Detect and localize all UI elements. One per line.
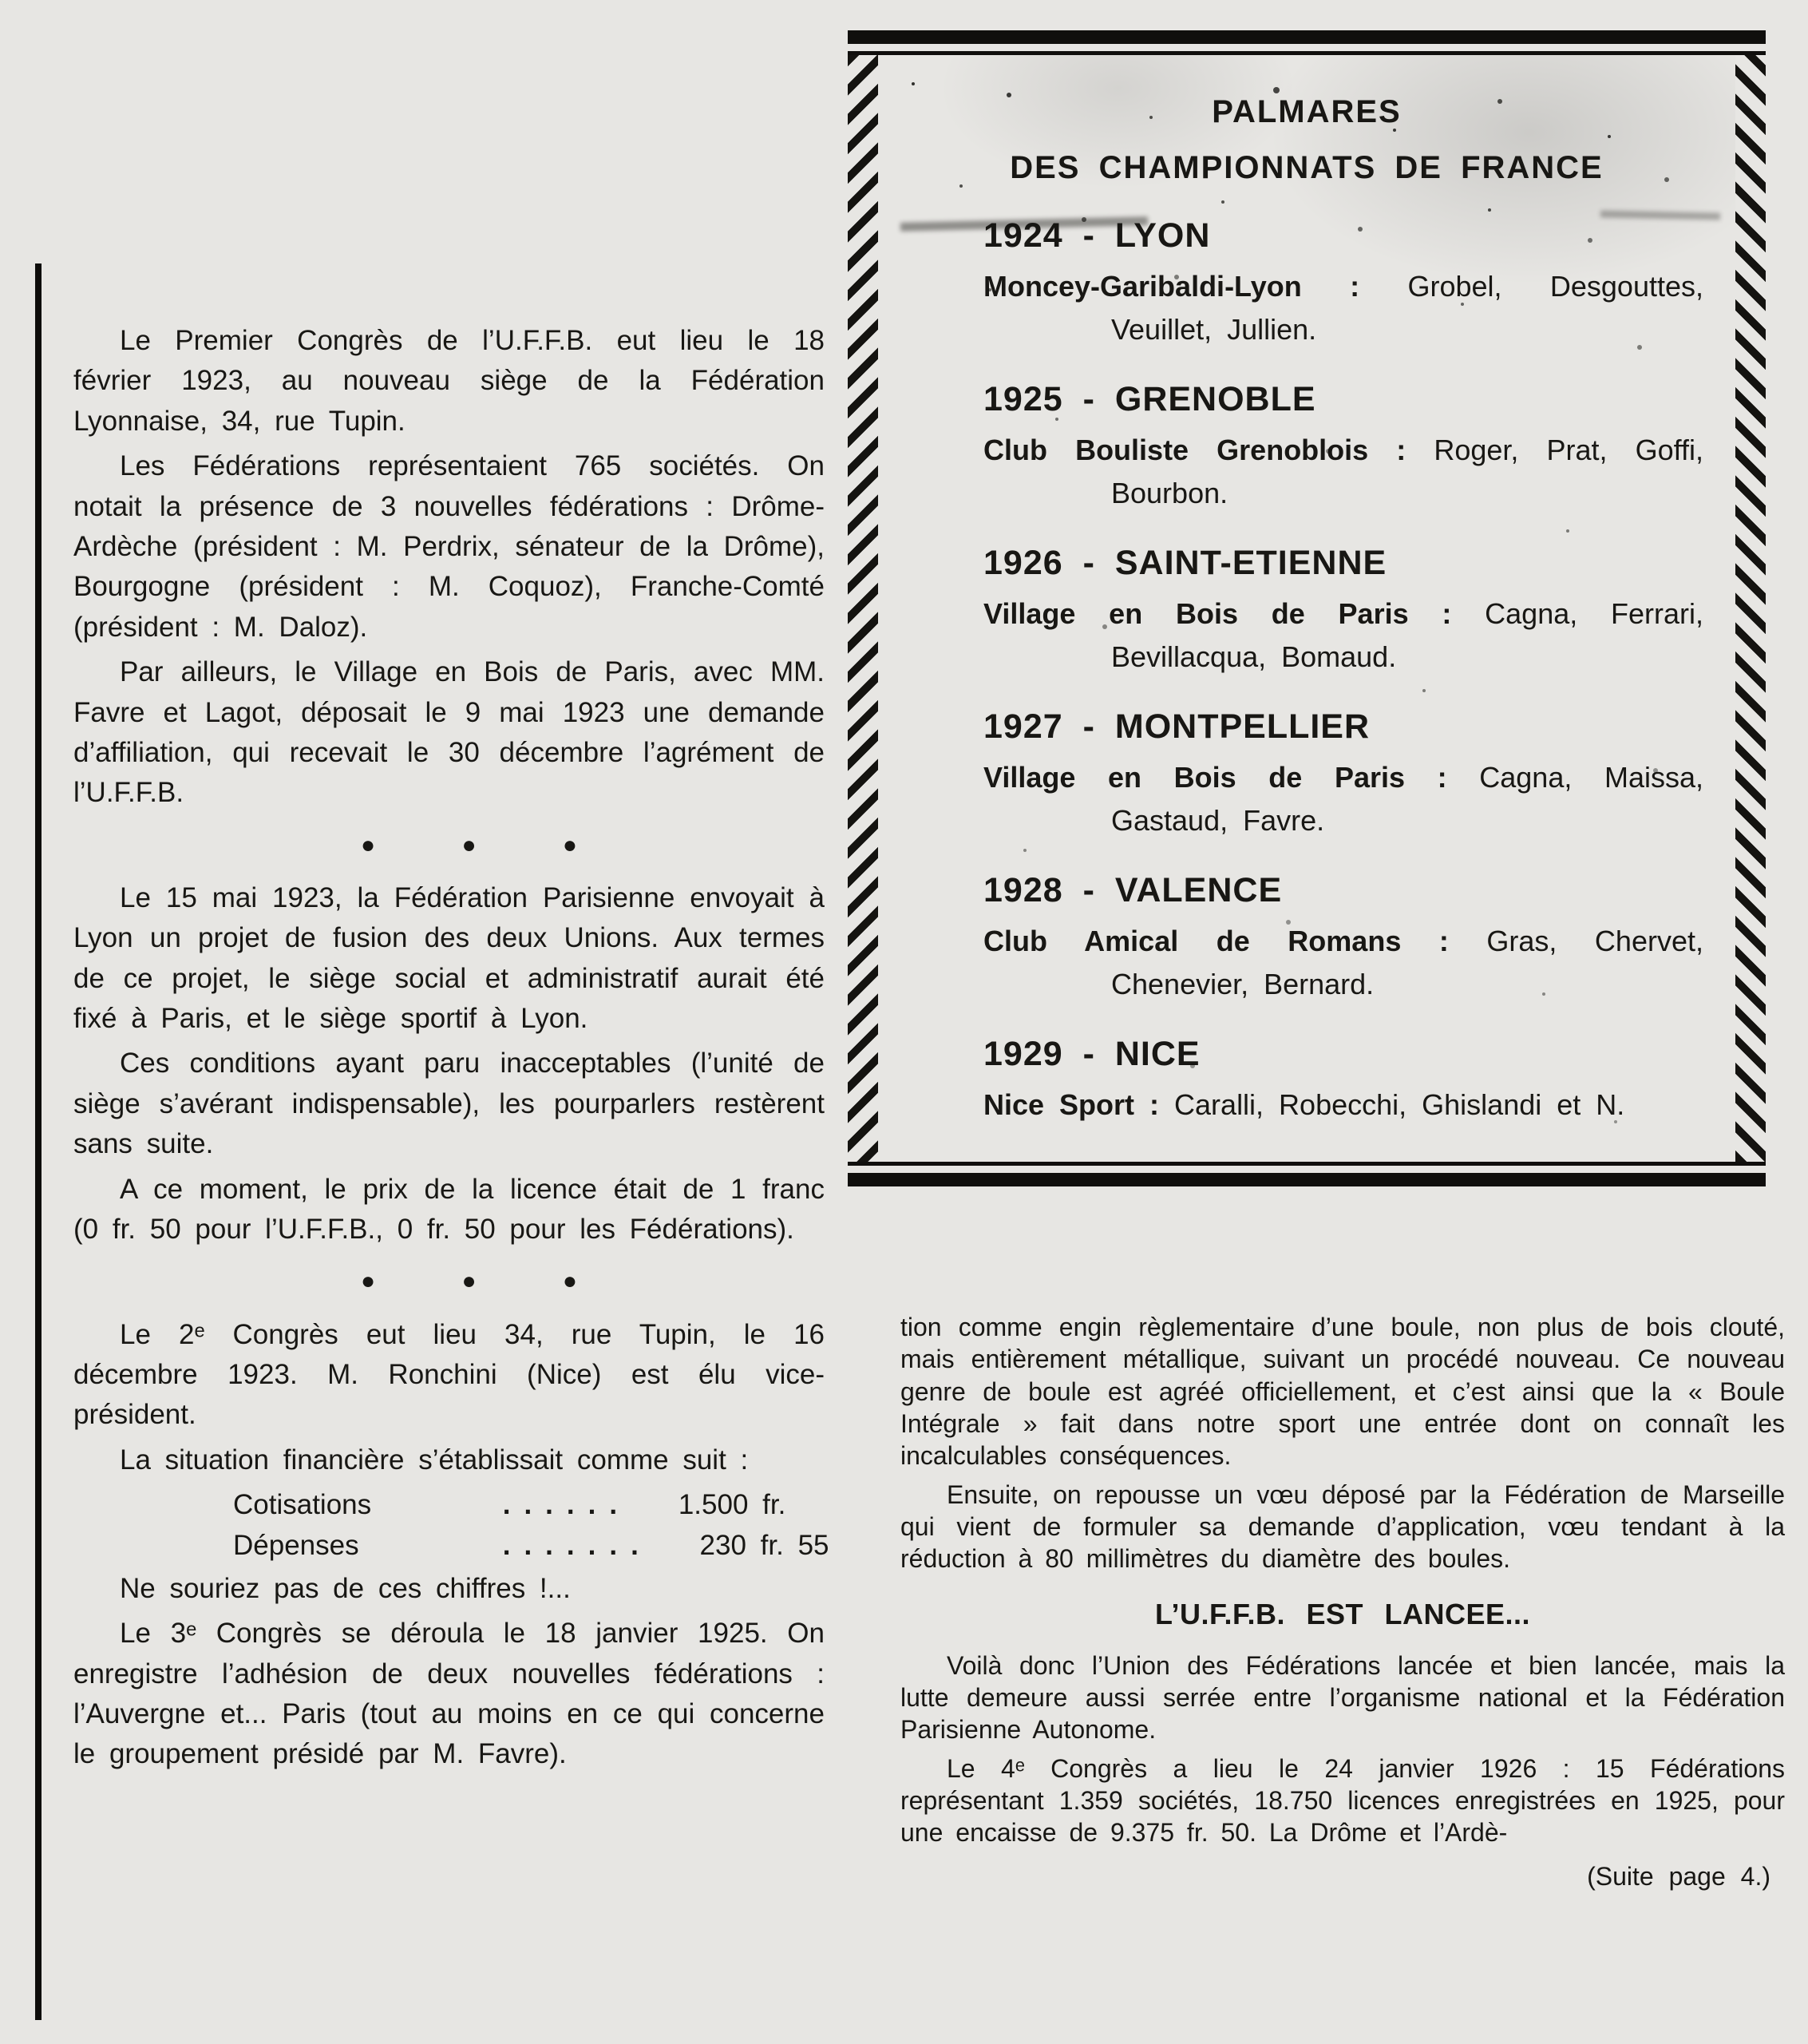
scan-noise-speckles: [912, 82, 915, 85]
finance-ledger: [233, 1485, 829, 1566]
entry-year: 1927 - MONTPELLIER: [983, 707, 1371, 746]
club-name: Village en Bois de Paris :: [983, 597, 1452, 630]
entry-club-line: [983, 429, 1703, 515]
paragraph-federations-765: Les Fédérations représentaient 765 sociétés. On notait la présence de 3 nouvelles fédérations : Drôme-Ardèche (président : M. Perdrix, sénateur de la Drôme), Bourgogne (président : M. Coquoz), Franche-Comté (président : M. Daloz).: [73, 450, 825, 643]
paragraph-boule-metallique: tion comme engin règlementaire d’une boule, non plus de bois clouté, mais entièrement métallique, suivant un procédé nouveau. Ce nouveau genre de boule est agréé officiellement, et c’est ainsi que la « Boule Intégrale » fait dans notre sport une entrée dont on connaît les incalculables conséquences.: [900, 1313, 1785, 1471]
palmares-box-body: [848, 55, 1766, 1162]
club-name: Moncey-Garibaldi-Lyon :: [983, 270, 1360, 303]
ledger-amount: 230 fr. 55: [699, 1529, 829, 1561]
paragraph-conditions: Ces conditions ayant paru inacceptables (l’unité de siège s’avérant indispensable), les pourparlers restèrent sans suite.: [73, 1048, 825, 1160]
left-column: [73, 321, 829, 1780]
ledger-row-depenses: [233, 1526, 829, 1566]
entry-year: 1926 - SAINT-ETIENNE: [983, 544, 1387, 582]
palmares-entry-1926: [983, 544, 1703, 679]
palmares-content: [878, 55, 1735, 1162]
palmares-box: [848, 30, 1766, 1186]
paragraph-ne-souriez: Ne souriez pas de ces chiffres !...: [120, 1572, 571, 1604]
winner-names: Cagna, Maissa, Gastaud, Favre.: [1111, 761, 1703, 837]
ledger-row-cotisations: [233, 1485, 825, 1525]
winner-names: Roger, Prat, Goffi, Bourbon.: [1111, 434, 1703, 509]
club-name: Club Bouliste Grenoblois :: [983, 434, 1406, 466]
paragraph-union-lancee: Voilà donc l’Union des Fédérations lancée et bien lancée, mais la lutte demeure aussi serrée entre l’organisme national et la Fédération Parisienne Autonome.: [900, 1650, 1785, 1745]
club-name: Village en Bois de Paris :: [983, 761, 1447, 794]
paragraph-premier-congres: Le Premier Congrès de l’U.F.F.B. eut lieu le 18 février 1923, au nouveau siège de la Fédération Lyonnaise, 34, rue Tupin.: [73, 325, 825, 437]
entry-year: 1925 - GRENOBLE: [983, 380, 1316, 418]
palmares-entry-1924: [983, 216, 1703, 351]
entry-club-line: [983, 592, 1703, 679]
hatched-border-left: [848, 55, 878, 1162]
ledger-label: Cotisations: [233, 1489, 372, 1521]
section-separator-dots: ● ● ●: [360, 831, 615, 858]
palmares-entry-1927: [983, 707, 1703, 842]
palmares-entry-1929: [983, 1035, 1703, 1127]
entry-year: 1928 - VALENCE: [983, 871, 1283, 909]
entry-club-line: [983, 920, 1703, 1006]
ledger-amount: 1.500 fr.: [678, 1489, 786, 1521]
palmares-entry-1925: [983, 380, 1703, 515]
palmares-entries: [910, 216, 1703, 1127]
paragraph-village-en-bois: Par ailleurs, le Village en Bois de Paris, avec MM. Favre et Lagot, déposait le 9 mai 1923 une demande d’affiliation, qui recevait le 30 décembre l’agrément de l’U.F.F.B.: [73, 656, 825, 809]
section-heading-uffb-lancee: L’U.F.F.B. EST LANCEE...: [1154, 1597, 1531, 1630]
box-border-bottom-thick: [848, 1173, 1766, 1186]
paragraph-3e-congres: Le 3ᵉ Congrès se déroula le 18 janvier 1925. On enregistre l’adhésion de deux nouvelles fédérations : l’Auvergne et... Paris (tout au moins en ce qui concerne le groupement présidé par M. Favre).: [73, 1618, 825, 1770]
palmares-entry-1928: [983, 871, 1703, 1006]
left-column-rule: [35, 263, 42, 2020]
section-separator-dots: ● ● ●: [360, 1268, 615, 1295]
paragraph-situation-financiere: La situation financière s’établissait comme suit :: [120, 1444, 749, 1476]
ledger-leader-dots: ......: [502, 1489, 631, 1521]
box-border-top-thick: [848, 30, 1766, 44]
paragraph-4e-congres: Le 4ᵉ Congrès a lieu le 24 janvier 1926 : 15 Fédérations représentant 1.359 sociétés, 18.750 licences enregistrées en 1925, pour une encaisse de 9.375 fr. 50. La Drôme et l’Ardè-: [900, 1753, 1785, 1848]
club-name: Club Amical de Romans :: [983, 925, 1449, 957]
paragraph-prix-licence: A ce moment, le prix de la licence était de 1 franc (0 fr. 50 pour l’U.F.F.B., 0 fr. 50 pour les Fédérations).: [73, 1173, 825, 1245]
entry-year: 1924 - LYON: [983, 216, 1211, 255]
winner-names: Cagna, Ferrari, Bevillacqua, Bomaud.: [1111, 597, 1704, 673]
winner-names: Caralli, Robecchi, Ghislandi et N.: [1159, 1088, 1625, 1121]
entry-club-line: [983, 1083, 1703, 1127]
right-column: [900, 1311, 1785, 1892]
ledger-leader-dots: .......: [502, 1529, 652, 1561]
winner-names: Gras, Chervet, Chenevier, Bernard.: [1111, 925, 1703, 1000]
paragraph-15-mai-1923: Le 15 mai 1923, la Fédération Parisienne envoyait à Lyon un projet de fusion des deux Unions. Aux termes de ce projet, le siège social et administratif aurait été fixé à Paris, et le siège sportif à Lyon.: [73, 881, 825, 1035]
entry-year: 1929 - NICE: [983, 1035, 1201, 1073]
club-name: Nice Sport :: [983, 1088, 1160, 1121]
entry-club-line: [983, 756, 1703, 842]
paragraph-voeu-marseille: Ensuite, on repousse un vœu déposé par la Fédération de Marseille qui vient de formuler sa demande d’application, vœu tendant à la réduction à 80 millimètres du diamètre des boules.: [900, 1480, 1785, 1574]
palmares-title: PALMARES: [1212, 94, 1402, 129]
ledger-label: Dépenses: [233, 1529, 359, 1561]
hatched-border-right: [1735, 55, 1766, 1162]
box-border-gap: [848, 44, 1766, 51]
continuation-note: (Suite page 4.): [1587, 1861, 1770, 1891]
palmares-subtitle: DES CHAMPIONNATS DE FRANCE: [1010, 150, 1604, 185]
winner-names: Grobel, Desgouttes, Veuillet, Jullien.: [1111, 270, 1703, 346]
paragraph-2e-congres: Le 2ᵉ Congrès eut lieu 34, rue Tupin, le 16 décembre 1923. M. Ronchini (Nice) est élu vice-président.: [73, 1318, 825, 1431]
box-border-gap: [848, 1166, 1766, 1173]
entry-club-line: [983, 265, 1703, 351]
